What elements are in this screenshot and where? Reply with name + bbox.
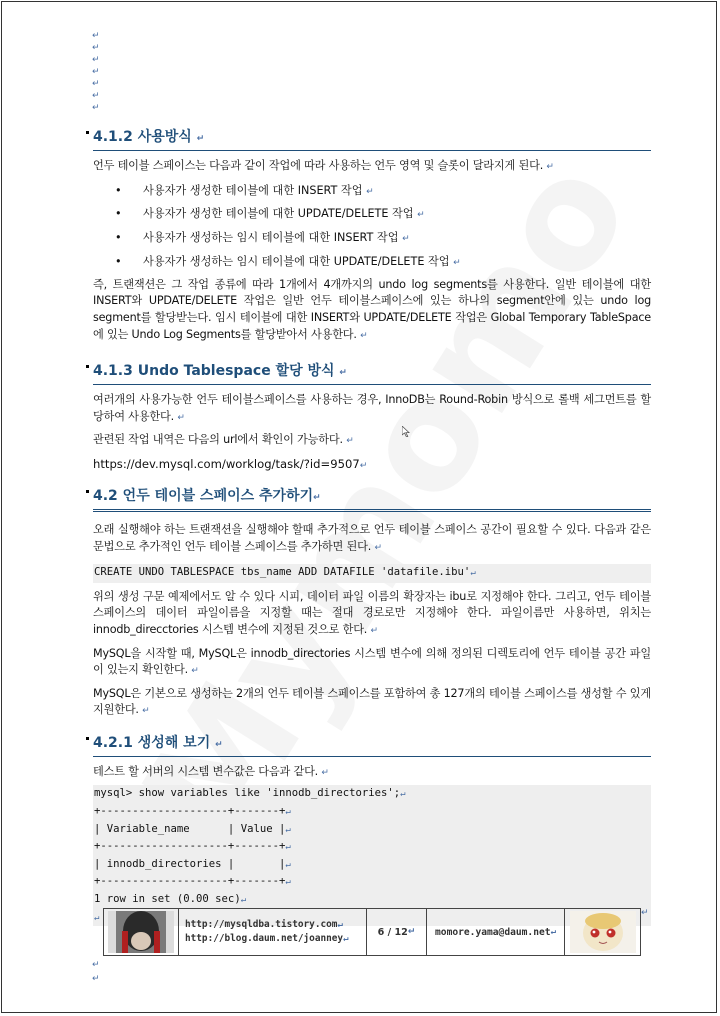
blog-link[interactable]: http://blog.daum.net/joanney↵ <box>185 933 349 944</box>
code-line: ↵ <box>94 912 100 923</box>
list-item: • 사용자가 생성하는 임시 테이블에 대한 UPDATE/DELETE 작업 ↵ <box>115 254 461 268</box>
page-number: 6 / 12 ↵ <box>367 909 427 955</box>
code-line: +--------------------+-------+↵ <box>94 840 291 853</box>
trailing-paragraph-marks <box>92 958 100 986</box>
bullet-list <box>93 180 651 275</box>
pilcrow-icon: ↵ <box>196 134 205 144</box>
empty-paragraph-marks <box>92 30 112 114</box>
code-line: | Variable_name | Value |↵ <box>94 822 291 835</box>
pilcrow-icon: ↵ <box>339 368 347 379</box>
code-line: +--------------------+-------+↵ <box>94 805 291 818</box>
paragraph: 위의 생성 구문 예제에서도 알 수 있다 시피, 데이터 파일 이름의 확장자는 ibu로 지정해야 한다. 그리고, 언두 테이블스페이스의 데이터 파일이름을 지정할 때는 절대 경로로만 지정해야 한다. 파일이름만 사용하면, 위치는 innodb_direcctories 시스템 변수에 지정된 것으로 한다. ↵ <box>93 589 651 636</box>
page-footer <box>103 908 641 956</box>
section-heading-4-2-1: 4.2.1 생성해 보기 ↵ <box>93 734 651 757</box>
code-line: 1 row in set (0.00 sec)↵ <box>94 893 247 906</box>
mascot-image <box>565 909 640 955</box>
document-body <box>93 128 651 926</box>
pilcrow-icon: ↵ <box>92 67 100 77</box>
section-heading-4-1-2: 4.1.2 사용방식 ↵ <box>93 128 651 151</box>
mouse-cursor-icon <box>402 426 410 440</box>
pilcrow-icon: ↵ <box>92 103 100 113</box>
footer-links <box>179 909 367 955</box>
paragraph: 언두 테이블 스페이스는 다음과 같이 작업에 따라 사용하는 언두 영역 및 슬롯이 달라지게 된다. ↵ <box>93 159 554 172</box>
code-block <box>93 785 651 926</box>
mascot-illustration-icon <box>570 911 636 953</box>
section-heading-4-2: 4.2 언두 테이블 스페이스 추가하기↵ <box>93 487 651 512</box>
avatar-illustration-icon <box>108 911 174 953</box>
paragraph: 테스트 할 서버의 시스템 변수값은 다음과 같다. ↵ <box>93 764 329 778</box>
author-email[interactable]: momore.yama@daum.net ↵ <box>427 909 565 955</box>
worklog-url[interactable]: https://dev.mysql.com/worklog/task/?id=9507↵ <box>93 456 368 471</box>
pilcrow-icon: ↵ <box>92 974 100 984</box>
pilcrow-icon: ↵ <box>92 55 100 65</box>
list-item: • 사용자가 생성하는 임시 테이블에 대한 INSERT 작업 ↵ <box>115 231 410 245</box>
section-heading-4-1-3: 4.1.3 Undo Tablespace 할당 방식 ↵ <box>93 362 651 385</box>
paragraph: 관련된 작업 내역은 다음의 url에서 확인이 가능하다. ↵ <box>93 433 354 447</box>
code-line: | innodb_directories | |↵ <box>94 857 291 870</box>
pilcrow-icon: ↵ <box>313 492 321 503</box>
code-line: +--------------------+-------+↵ <box>94 875 291 888</box>
blog-link[interactable]: http://mysqldba.tistory.com↵ <box>185 919 343 930</box>
list-item: • 사용자가 생성한 테이블에 대한 INSERT 작업 ↵ <box>115 183 374 197</box>
pilcrow-icon: ↵ <box>92 31 100 41</box>
paragraph: MySQL을 시작할 때, MySQL은 innodb_directories 시스템 변수에 의해 정의된 디렉토리에 언두 테이블 공간 파일이 있는지 확인한다. ↵ <box>93 646 651 677</box>
paragraph: 즉, 트랜잭션은 그 작업 종류에 따라 1개에서 4개까지의 undo log segments를 사용한다. 일반 테이블에 대한 INSERT와 UPDATE/DELETE 작업은 일반 언두 테이블스페이스에 있는 하나의 segment안에 있는 undo log segment를 할당받는다. 임시 테이블에 대한 INSERT와 UPDATE/DELETE 작업은 Global Temporary TableSpace에 있는 Undo Log Segments를 할당받아서 사용한다. ↵ <box>93 277 651 341</box>
code-snippet: CREATE UNDO TABLESPACE tbs_name ADD DATAFILE 'datafile.ibu'↵ <box>93 564 651 583</box>
code-line: mysql> show variables like 'innodb_directories';↵ <box>94 787 406 800</box>
pilcrow-icon: ↵ <box>92 960 100 970</box>
paragraph: 여러개의 사용가능한 언두 테이블스페이스를 사용하는 경우, InnoDB는 Round-Robin 방식으로 롤백 세그먼트를 할당하여 사용한다. ↵ <box>93 393 651 423</box>
pilcrow-icon: ↵ <box>92 43 100 53</box>
pilcrow-icon: ↵ <box>641 908 649 918</box>
pilcrow-icon: ↵ <box>92 79 100 89</box>
pilcrow-icon: ↵ <box>215 739 223 750</box>
paragraph: 오래 실행해야 하는 트랜잭션을 실행해야 할때 추가적으로 언두 테이블 스페이스 공간이 필요할 수 있다. 다음과 같은 문법으로 추가적인 언두 테이블 스페이스를 추가하면 된다. ↵ <box>93 522 651 553</box>
paragraph: MySQL은 기본으로 생성하는 2개의 언두 테이블 스페이스를 포함하여 총 127개의 테이블 스페이스를 생성할 수 있게 지원한다. ↵ <box>93 686 651 717</box>
pilcrow-icon: ↵ <box>92 91 100 101</box>
list-item: • 사용자가 생성한 테이블에 대한 UPDATE/DELETE 작업 ↵ <box>115 207 425 221</box>
author-avatar-image <box>104 909 179 955</box>
